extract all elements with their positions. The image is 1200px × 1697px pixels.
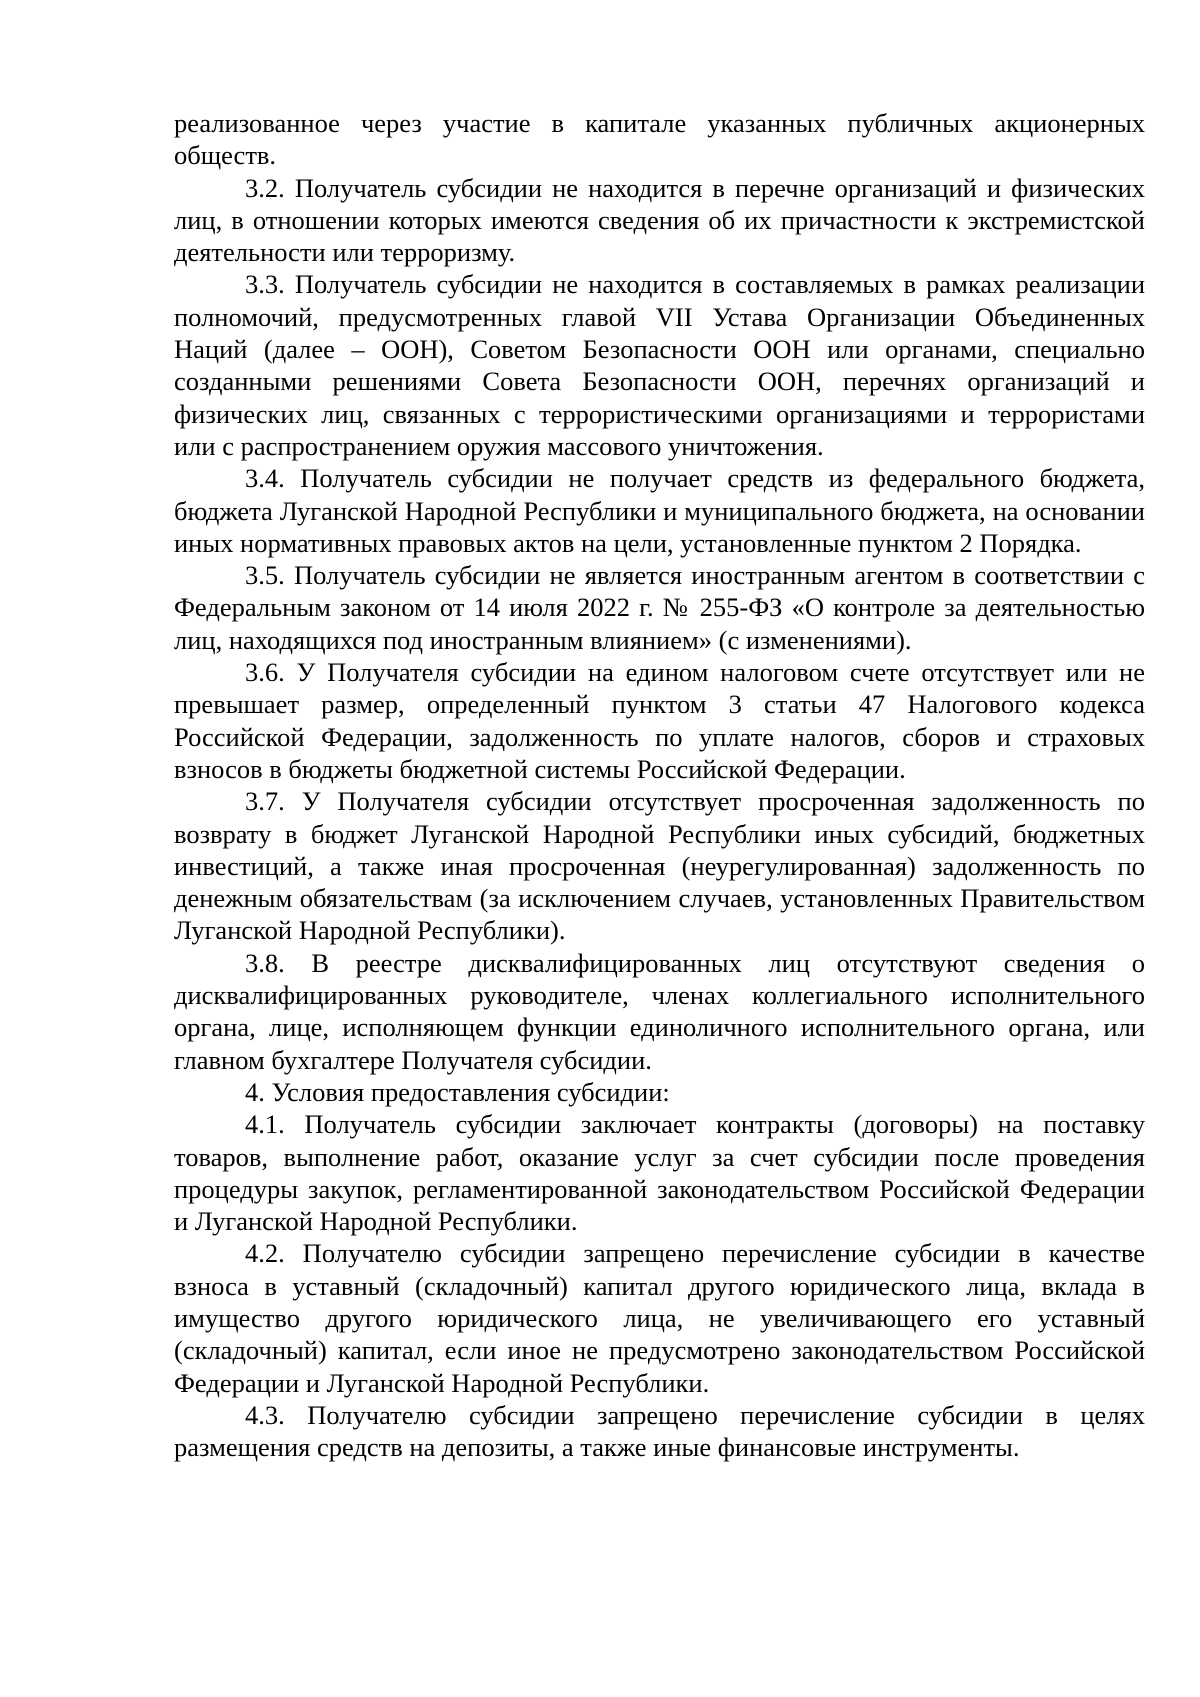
paragraph-3-8: 3.8. В реестре дисквалифицированных лиц отсутствуют сведения о дисквалифицированных руководителе, членах коллегиального исполнительного органа, лице, исполняющем функции единоличного исполнительного органа, или главном бухгалтере Получателя субсидии. xyxy=(174,947,1145,1075)
paragraph-4-3: 4.3. Получателю субсидии запрещено перечисление субсидии в целях размещения средств на депозиты, а также иные финансовые инструменты. xyxy=(174,1399,1145,1463)
paragraph-3-3: 3.3. Получатель субсидии не находится в составляемых в рамках реализации полномочий, предусмотренных главой VII Устава Организации Объединенных Наций (далее – ООН), Советом Безопасности ООН или органами, специально созданными решениями Совета Безопасности ООН, перечнях организаций и физических лиц, связанных с террористическими организациями и террористами или с распространением оружия массового уничтожения. xyxy=(174,269,1145,461)
paragraph-3-7: 3.7. У Получателя субсидии отсутствует просроченная задолженность по возврату в бюджет Луганской Народной Республики иных субсидий, бюджетных инвестиций, а также иная просроченная (неурегулированная) задолженность по денежным обязательствам (за исключением случаев, установленных Правительством Луганской Народной Республики). xyxy=(174,786,1145,946)
paragraph-4-2: 4.2. Получателю субсидии запрещено перечисление субсидии в качестве взноса в уставный (складочный) капитал другого юридического лица, вклада в имущество другого юридического лица, не увеличивающего его уставный (складочный) капитал, если иное не предусмотрено законодательством Российской Федерации и Луганской Народной Республики. xyxy=(174,1238,1145,1398)
document-page xyxy=(174,107,1145,1463)
paragraph-4-1: 4.1. Получатель субсидии заключает контракты (договоры) на поставку товаров, выполнение работ, оказание услуг за счет субсидии после проведения процедуры закупок, регламентированной законодательством Российской Федерации и Луганской Народной Республики. xyxy=(174,1109,1145,1237)
paragraph-continuation: реализованное через участие в капитале указанных публичных акционерных обществ. xyxy=(174,108,1145,171)
paragraph-3-2: 3.2. Получатель субсидии не находится в перечне организаций и физических лиц, в отношении которых имеются сведения об их причастности к экстремистской деятельности или терроризму. xyxy=(174,172,1145,268)
section-4-heading: 4. Условия предоставления субсидии: xyxy=(245,1076,670,1107)
paragraph-3-4: 3.4. Получатель субсидии не получает средств из федерального бюджета, бюджета Луганской Народной Республики и муниципального бюджета, на основании иных нормативных правовых актов на цели, установленные пунктом 2 Порядка. xyxy=(174,463,1145,558)
paragraph-3-5: 3.5. Получатель субсидии не является иностранным агентом в соответствии с Федеральным законом от 14 июля 2022 г. № 255-ФЗ «О контроле за деятельностью лиц, находящихся под иностранным влиянием» (с изменениями). xyxy=(174,560,1145,655)
paragraph-3-6: 3.6. У Получателя субсидии на едином налоговом счете отсутствует или не превышает размер, определенный пунктом 3 статьи 47 Налогового кодекса Российской Федерации, задолженность по уплате налогов, сборов и страховых взносов в бюджеты бюджетной системы Российской Федерации. xyxy=(174,657,1145,784)
